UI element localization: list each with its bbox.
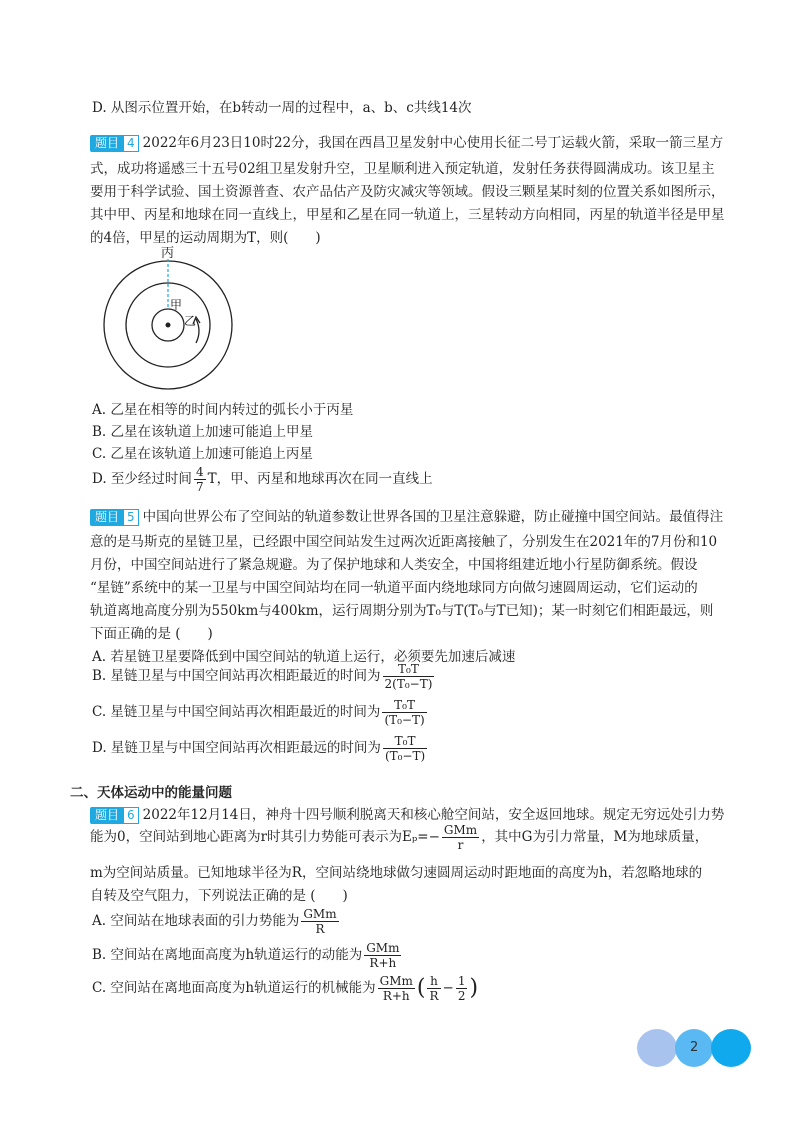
q5-tag: 题目 5: [90, 509, 139, 526]
q6-tag: 题目 6: [90, 807, 139, 824]
q4-option-d: D. 至少经过时间 $\frac{4}{7}$ T，甲、丙星和地球再次在同一直线上: [92, 465, 433, 494]
q3-option-d: D. 从图示位置开始，在b转动一周的过程中，a、b、c共线14次: [92, 100, 472, 116]
q4-line-2: 式，成功将遥感三十五号02组卫星发射升空，卫星顺利进入预定轨道，发射任务获得圆满成功。该卫星主: [90, 161, 715, 177]
q5-line-5: 轨道离地高度分别为550km与400km，运行周期分别为T₀与T(T₀与T已知)；某一时刻它们相距最远，则: [90, 603, 714, 619]
label-jia: 甲: [170, 298, 183, 312]
q5-option-a: A. 若星链卫星要降低到中国空间站的轨道上运行，必须要先加速后减速: [92, 649, 516, 665]
q6-line-3: m为空间站质量。已知地球半径为R，空间站绕地球做匀速圆周运动时距地面的高度为h，若忽略地球的: [90, 865, 703, 881]
q6-option-a: A. 空间站在地球表面的引力势能为 $\frac{\text{GMm}}{R}$: [92, 907, 337, 936]
q5-option-b: B. 星链卫星与中国空间站再次相距最近的时间为 $\frac{\text{T₀T}}{\text{2(T₀−T)}}$: [92, 662, 433, 691]
q4-option-b: B. 乙星在该轨道上加速可能追上甲星: [92, 424, 314, 440]
rotation-arrow: [196, 319, 199, 343]
q5-line-4: “星链”系统中的某一卫星与中国空间站均在同一轨道平面内绕地球同方向做匀速圆周运动，它们运动的: [90, 580, 698, 596]
q6-line-4: 自转及空气阻力，下列说法正确的是 ( ): [90, 888, 348, 904]
q4-tag: 题目 4: [90, 135, 139, 152]
q4-line-4: 其中甲、丙星和地球在同一直线上，甲星和乙星在同一轨道上，三星转动方向相同，丙星的轨道半径是甲星: [90, 207, 725, 223]
q4-option-a: A. 乙星在相等的时间内转过的弧长小于丙星: [92, 402, 354, 418]
q6-option-b: B. 空间站在离地面高度为h轨道运行的动能为 $\frac{\text{GMm}}{R+h}$: [92, 941, 400, 970]
earth-dot: [166, 323, 171, 328]
q5-line-1: 题目 5 中国向世界公布了空间站的轨道参数让世界各国的卫星注意躲避，防止碰撞中国空间站。最值得注: [90, 508, 723, 526]
orbit-diagram: [100, 245, 240, 395]
q5-line-3: 月份，中国空间站进行了紧急规避。为了保护地球和人类安全，中国将组建近地小行星防御系统。假设: [90, 557, 698, 573]
q4-line-1: 题目 4 2022年6月23日10时22分，我国在西昌卫星发射中心使用长征二号丁运载火箭，采取一箭三星方: [90, 134, 723, 152]
q6-line-1: 题目 6 2022年12月14日，神舟十四号顺利脱离天和核心舱空间站，安全返回地球。规定无穷远处引力势: [90, 806, 724, 824]
q5-line-2: 意的是马斯克的星链卫星，已经跟中国空间站发生过两次近距离接触了，分别发生在2021年的7月份和10: [90, 534, 718, 550]
label-yi: 乙: [184, 314, 197, 328]
section-heading: 二、天体运动中的能量问题: [70, 785, 232, 801]
label-bing: 丙: [161, 246, 175, 261]
q6-option-c: C. 空间站在离地面高度为h轨道运行的机械能为 $\frac{\text{GMm}}{R+h}$ ( $\frac{h}{R}$ − $\frac{1}{2}$ ): [92, 974, 479, 1003]
q4-line-5: 的4倍，甲星的运动周期为T，则( ): [90, 230, 321, 246]
page-circle-dark: [711, 1029, 751, 1067]
q4-line-3: 要用于科学试验、国土资源普查、农产品估产及防灾减灾等领域。假设三颗星某时刻的位置关系如图所示，: [90, 184, 725, 200]
q5-option-d: D. 星链卫星与中国空间站再次相距最远的时间为 $\frac{\text{T₀T}}{\text{(T₀−T)}}$: [92, 734, 426, 763]
q4-option-c: C. 乙星在该轨道上加速可能追上丙星: [92, 446, 313, 462]
q5-line-6: 下面正确的是 ( ): [90, 626, 213, 642]
page-number: 2: [690, 1040, 699, 1055]
page-circle-light: [637, 1029, 677, 1067]
q6-line-2: 能为0，空间站到地心距离为r时其引力势能可表示为Eₚ=− $\frac{\text{GMm}}{r}$ ，其中G为引力常量，M为地球质量，: [90, 823, 709, 852]
q4-d-fraction: $\frac{4}{7}$: [195, 465, 204, 494]
q5-option-c: C. 星链卫星与中国空间站再次相距最近的时间为 $\frac{\text{T₀T}}{\text{(T₀−T)}}$: [92, 698, 425, 727]
